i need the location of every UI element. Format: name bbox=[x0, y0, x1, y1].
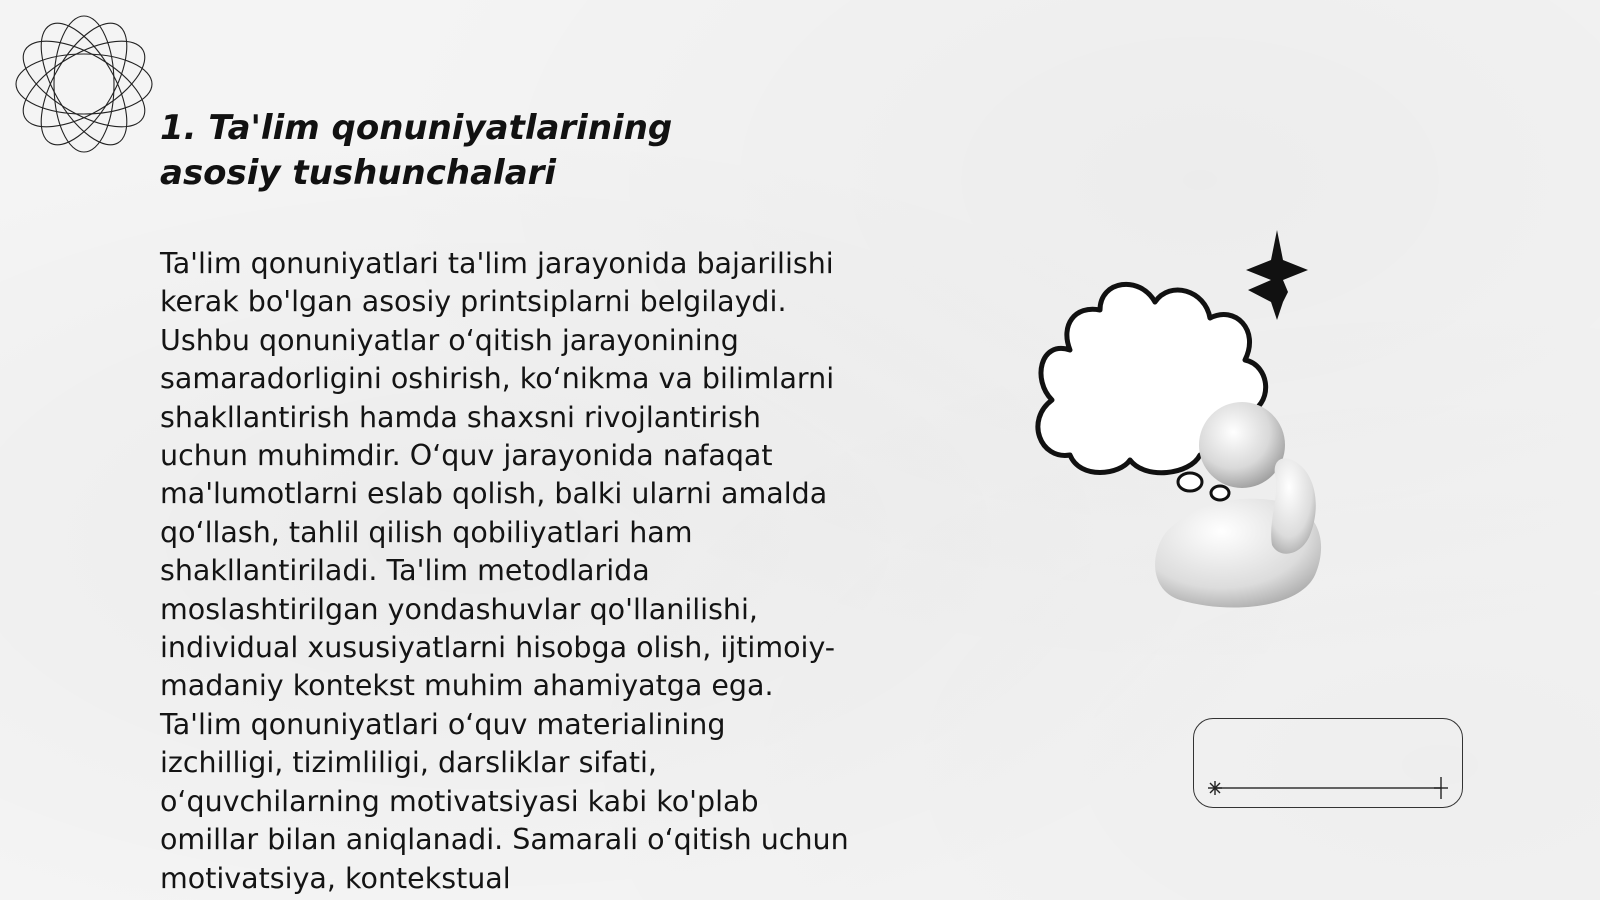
star-burst-icon bbox=[1208, 781, 1222, 795]
cross-spark-icon bbox=[1434, 777, 1448, 799]
rounded-frame-with-line-icon bbox=[1193, 718, 1463, 808]
slide-title: 1. Ta'lim qonuniyatlarining asosiy tushunchalari bbox=[160, 108, 673, 193]
slide-body-text: Ta'lim qonuniyatlari ta'lim jarayonida bajarilishi kerak bo'lgan asosiy printsiplarni belgilaydi. Ushbu qonuniyatlar o‘qitish jarayonining samaradorligini oshirish, ko‘nikma va bilimlarni shakllantirish hamda shaxsni rivojlantirish uchun muhimdir. O‘quv jarayonida nafaqat ma'lumotlarni eslab qolish, balki ularni amalda qo‘llash, tahlil qilish qobiliyatlari ham shakllantiriladi. Ta'lim metodlarida moslashtirilgan yondashuvlar qo'llanilishi, individual xususiyatlarni hisobga olish, ijtimoiy-madaniy kontekst muhim ahamiyatga ega. Ta'lim qonuniyatlari o‘quv materialining izchilligi, tizimliligi, darsliklar sifati, o‘quvchilarning motivatsiyasi kabi ko'plab omillar bilan aniqlanadi. Samarali o‘qitish uchun motivatsiya, kontekstual bbox=[160, 247, 849, 895]
thinking-person-icon bbox=[1030, 230, 1350, 620]
four-point-star-icon bbox=[1246, 230, 1308, 320]
spirograph-ring-icon bbox=[10, 10, 158, 158]
